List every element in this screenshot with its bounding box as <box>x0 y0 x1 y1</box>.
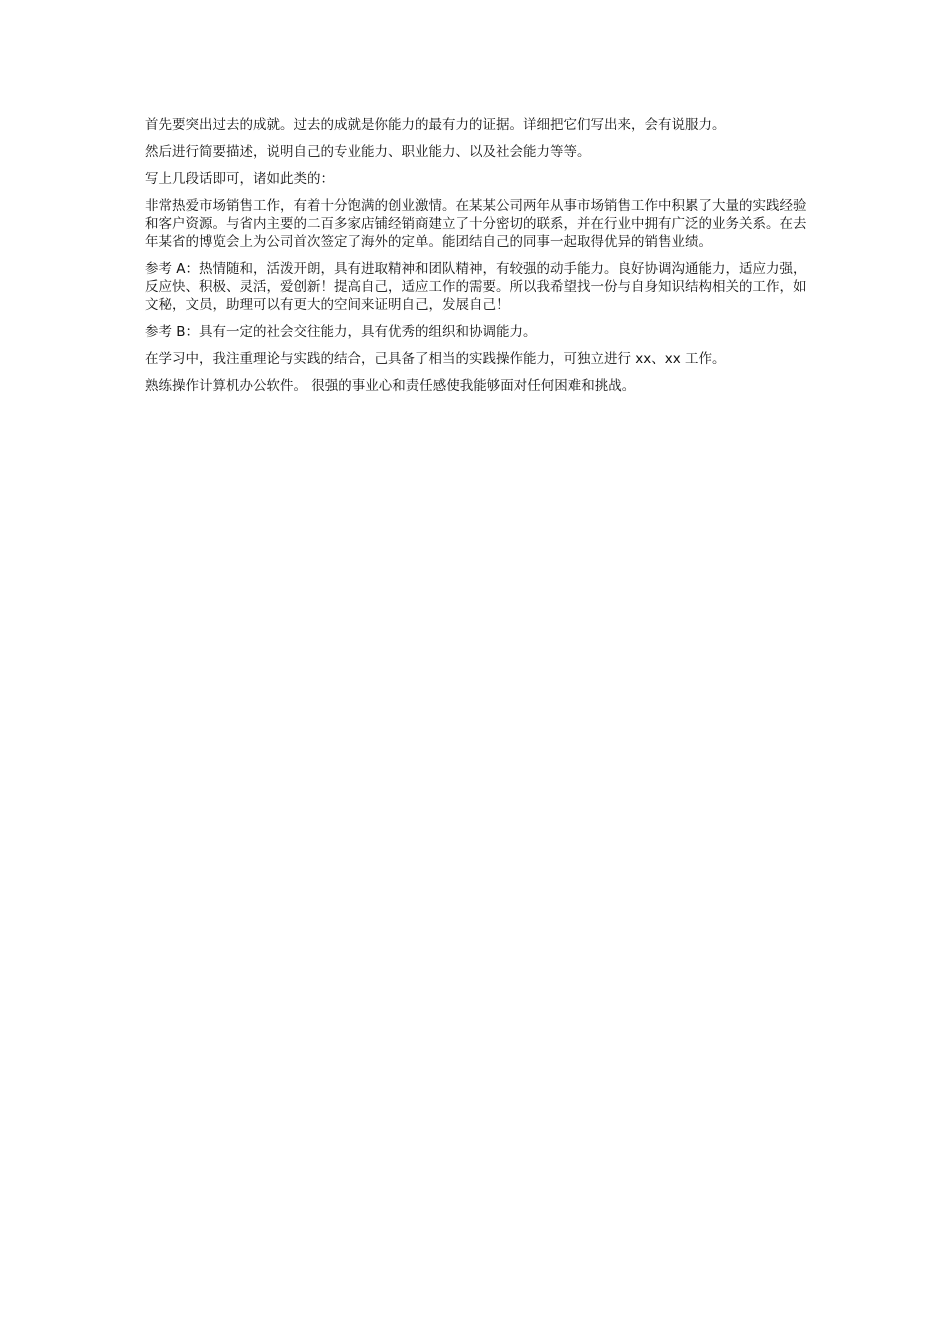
paragraph-reference-a: 参考 A：热情随和，活泼开朗，具有进取精神和团队精神，有较强的动手能力。良好协调沟通能力，适应力强，反应快、积极、灵活，爱创新！提高自己，适应工作的需要。所以我希望找一份与自身知识结构相关的工作，如文秘，文员，助理可以有更大的空间来证明自己，发展自己！ <box>145 261 807 313</box>
document-body <box>145 116 807 404</box>
paragraph-reference-b: 参考 B：具有一定的社会交往能力，具有优秀的组织和协调能力。 <box>145 324 537 340</box>
paragraph-computer-skills: 熟练操作计算机办公软件。 很强的事业心和责任感使我能够面对任何困难和挑战。 <box>145 378 636 394</box>
paragraph-study: 在学习中，我注重理论与实践的结合，己具备了相当的实践操作能力，可独立进行 xx、xx 工作。 <box>145 351 726 367</box>
paragraph-sales-example: 非常热爱市场销售工作，有着十分饱满的创业激情。在某某公司两年从事市场销售工作中积累了大量的实践经验和客户资源。与省内主要的二百多家店铺经销商建立了十分密切的联系，并在行业中拥有广泛的业务关系。在去年某省的博览会上为公司首次签定了海外的定单。能团结自己的同事一起取得优异的销售业绩。 <box>145 198 807 250</box>
paragraph-intro-examples: 写上几段话即可，诸如此类的： <box>145 171 334 187</box>
paragraph-achievements: 首先要突出过去的成就。过去的成就是你能力的最有力的证据。详细把它们写出来，会有说服力。 <box>145 117 726 133</box>
paragraph-abilities: 然后进行简要描述，说明自己的专业能力、职业能力、以及社会能力等等。 <box>145 144 591 160</box>
